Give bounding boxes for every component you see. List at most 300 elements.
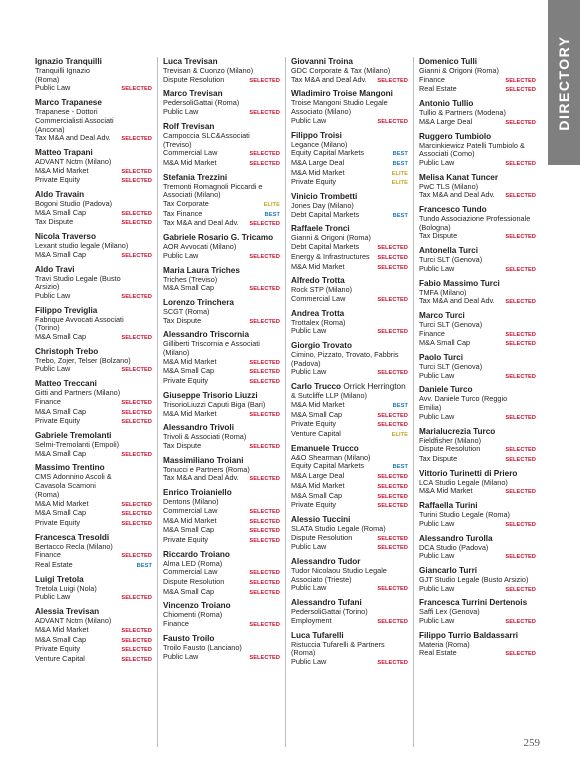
firm-line: Tullio & Partners (Modena) (419, 108, 506, 118)
practice-area: Tax Dispute (163, 316, 202, 325)
firm-line: (Treviso) (163, 139, 192, 149)
practice-area: M&A Small Cap (35, 509, 87, 518)
practice-area: Debt Capital Markets (291, 210, 360, 219)
practice-area-row (163, 219, 280, 229)
practice-area: M&A Small Cap (291, 491, 343, 500)
lawyer-name-text: Luca Tufarelli (291, 630, 344, 640)
practice-area-row (35, 645, 152, 655)
lawyer-name-text: Filippo Troisi (291, 130, 342, 140)
grade-badge: SELECTED (121, 136, 152, 143)
practice-area: Dispute Resolution (163, 75, 225, 84)
directory-entry (419, 132, 536, 169)
practice-area: Tax M&A and Deal Adv. (291, 75, 367, 84)
lawyer-name-text: Vittorio Turinetti di Priero (419, 468, 518, 478)
practice-area-row (291, 420, 408, 430)
grade-badge: SELECTED (377, 254, 408, 261)
lawyer-name-text: Melisa Kanat Tuncer (419, 172, 499, 182)
firm-line: Associato (Milano) (291, 107, 352, 117)
firm-line: A&O Shearman (Milano) (291, 452, 371, 462)
firm-line: Cavasola Scamoni (35, 481, 96, 491)
practice-area: M&A Small Cap (35, 635, 87, 644)
grade-badge: SELECTED (121, 252, 152, 259)
directory-entry (291, 598, 408, 626)
section-title: DIRECTORY (556, 34, 572, 131)
firm-line: Tudor Nicolaou Studio Legale (291, 566, 387, 576)
firm-line: Campoccia SLC&Associati (163, 130, 250, 140)
grade-badge: SELECTED (121, 210, 152, 217)
practice-area: M&A Mid Market (35, 166, 89, 175)
grade-badge: SELECTED (249, 151, 280, 158)
directory-entry (163, 233, 280, 261)
grade-badge: SELECTED (249, 160, 280, 167)
practice-area-row (35, 134, 152, 144)
practice-area-row (35, 655, 152, 665)
practice-area-row (291, 462, 408, 472)
grade-badge: SELECTED (377, 422, 408, 429)
directory-entry (291, 557, 408, 594)
firm-line: Trapanese - Dottori (35, 107, 98, 117)
lawyer-name-text: Alessandro Tufani (291, 598, 362, 608)
directory-entry (419, 57, 536, 95)
grade-badge: SELECTED (121, 637, 152, 644)
firm-line: Dentons (Milano) (163, 497, 219, 507)
firm-line: Commercialisti Associati (35, 115, 114, 125)
lawyer-name-text: Marialucrezia Turco (419, 426, 496, 436)
grade-badge: SELECTED (249, 318, 280, 325)
grade-badge: SELECTED (121, 501, 152, 508)
firm-line: Troise Mangoni Studio Legale (291, 98, 388, 108)
lawyer-name-text: Ruggero Tumbiolo (419, 131, 492, 141)
grade-badge: SELECTED (505, 489, 536, 496)
firm-line: Fieldfisher (Milano) (419, 435, 482, 445)
lawyer-name-text: Francesca Tresoldi (35, 532, 110, 542)
grade-badge: SELECTED (121, 656, 152, 663)
firm-line: Associati (Como) (419, 149, 475, 159)
grade-badge: SELECTED (377, 474, 408, 481)
practice-area-row (35, 365, 152, 375)
lawyer-name-text: Fabio Massimo Turci (419, 278, 500, 288)
practice-area-row (163, 210, 280, 220)
grade-badge: ELITE (391, 431, 408, 438)
practice-area: Public Law (291, 368, 327, 377)
practice-area-row (419, 191, 536, 201)
firm-line: Cimino, Pizzato, Trovato, Fabbris (291, 350, 399, 360)
practice-area-row (163, 507, 280, 517)
practice-area-row (419, 118, 536, 128)
grade-badge: SELECTED (249, 110, 280, 117)
lawyer-name-text: Wladimiro Troise Mangoni (291, 89, 393, 99)
practice-area-row (291, 492, 408, 502)
column-divider (413, 57, 414, 747)
lawyer-name-text: Alessio Tuccini (291, 514, 351, 524)
grade-badge: SELECTED (249, 411, 280, 418)
practice-area: Commercial Law (163, 568, 218, 577)
directory-entry (291, 89, 408, 126)
lawyer-name-text: Raffaele Tronci (291, 224, 350, 234)
practice-area-row (291, 617, 408, 627)
practice-area-row (35, 209, 152, 219)
practice-area: Commercial Law (163, 149, 218, 158)
practice-area-row (35, 450, 152, 460)
grade-badge: SELECTED (121, 168, 152, 175)
grade-badge: SELECTED (505, 160, 536, 167)
practice-area-row (35, 218, 152, 228)
practice-area: Public Law (419, 519, 455, 528)
practice-area: Debt Capital Markets (291, 243, 360, 252)
directory-entry (163, 391, 280, 419)
firm-line: Tretola Luigi (Nola) (35, 583, 97, 593)
practice-area: Private Equity (35, 176, 81, 185)
practice-area: M&A Mid Market (163, 158, 217, 167)
grade-badge: SELECTED (249, 359, 280, 366)
practice-area: Tax Dispute (419, 454, 458, 463)
practice-area: Private Equity (291, 501, 337, 510)
grade-badge: SELECTED (505, 234, 536, 241)
lawyer-name-text: Giovanni Troina (291, 57, 353, 66)
practice-area-row (291, 658, 408, 668)
lawyer-name-text: Matteo Treccani (35, 379, 97, 389)
practice-area-row (419, 649, 536, 659)
directory-entry (419, 566, 536, 594)
practice-area-row (291, 243, 408, 253)
firm-line: Marcinkiewicz Patelli Tumbiolo & (419, 140, 525, 150)
grade-badge: SELECTED (121, 553, 152, 560)
practice-area: Public Law (163, 108, 199, 117)
practice-area: M&A Small Cap (35, 250, 87, 259)
practice-area-row (419, 413, 536, 423)
practice-area-row (163, 578, 280, 588)
grade-badge: SELECTED (377, 245, 408, 252)
firm-line: Trevisan & Cuonzo (Milano) (163, 66, 254, 75)
firm-line: DCA Studio (Padova) (419, 542, 489, 552)
grade-badge: BEST (392, 151, 408, 158)
grade-badge: SELECTED (121, 409, 152, 416)
practice-area: M&A Mid Market (291, 168, 345, 177)
grade-badge: SELECTED (505, 331, 536, 338)
grade-badge: SELECTED (121, 86, 152, 93)
grade-badge: SELECTED (505, 651, 536, 658)
lawyer-name-text: Matteo Trapani (35, 147, 93, 157)
firm-line: Legance (Milano) (291, 139, 348, 149)
practice-area: M&A Small Cap (163, 587, 215, 596)
practice-area: M&A Mid Market (291, 262, 345, 271)
practice-area: Public Law (35, 84, 71, 93)
lawyer-name (419, 534, 536, 544)
practice-area: Tax Dispute (35, 218, 74, 227)
firm-line: PedersoliGattai (Torino) (291, 607, 368, 617)
lawyer-name-text: Alessandro Triscornia (163, 330, 250, 340)
practice-area-row (291, 327, 408, 337)
practice-area-row (163, 620, 280, 630)
practice-area-row (35, 500, 152, 510)
lawyer-name-text: Francesco Tundo (419, 205, 487, 215)
practice-area-row (291, 76, 408, 86)
grade-badge: SELECTED (505, 554, 536, 561)
practice-area: M&A Mid Market (291, 481, 345, 490)
grade-badge: SELECTED (377, 493, 408, 500)
practice-area-row (419, 159, 536, 169)
firm-line: Gianni & Origoni (Roma) (291, 233, 371, 243)
directory-entry (291, 131, 408, 189)
practice-area: Finance (163, 620, 189, 629)
firm-line: PwC TLS (Milano) (419, 181, 479, 191)
grade-badge: SELECTED (249, 622, 280, 629)
directory-column (419, 57, 536, 663)
practice-area: Private Equity (163, 377, 209, 386)
grade-badge: SELECTED (121, 595, 152, 602)
practice-area: M&A Small Cap (163, 284, 215, 293)
firm-line: Fabrique Avvocati Associati (35, 314, 124, 324)
practice-area-row (35, 509, 152, 519)
firm-line: SCGT (Roma) (163, 306, 210, 316)
directory-entry (35, 148, 152, 186)
grade-badge: SELECTED (121, 419, 152, 426)
grade-badge: SELECTED (505, 266, 536, 273)
grade-badge: SELECTED (377, 483, 408, 490)
lawyer-name-text: Alessandro Trivoli (163, 423, 234, 433)
lawyer-name-text: Christoph Trebo (35, 346, 99, 356)
directory-entry (419, 246, 536, 274)
firm-line: Selmi-Tremolanti (Empoli) (35, 439, 120, 449)
practice-area: Tax M&A and Deal Adv. (419, 191, 495, 200)
practice-area-row (419, 487, 536, 497)
grade-badge: SELECTED (505, 447, 536, 454)
firm-line: Emilia) (419, 403, 442, 413)
practice-area: Finance (35, 551, 61, 560)
practice-area: Commercial Law (163, 506, 218, 515)
lawyer-name-text: Gabriele Tremolanti (35, 430, 112, 440)
practice-area-row (163, 284, 280, 294)
directory-entry (419, 534, 536, 562)
practice-area: Public Law (419, 552, 455, 561)
grade-badge: SELECTED (505, 119, 536, 126)
practice-area: Real Estate (35, 561, 73, 570)
practice-area-row (419, 585, 536, 595)
practice-area: M&A Mid Market (163, 409, 217, 418)
directory-entry (163, 423, 280, 451)
firm-line: Trivoli & Associati (Roma) (163, 432, 247, 442)
grade-badge: SELECTED (505, 373, 536, 380)
lawyer-name-text: Domenico Tulli (419, 57, 478, 66)
practice-area: Finance (419, 75, 445, 84)
practice-area: Dispute Resolution (419, 445, 481, 454)
grade-badge: BEST (264, 211, 280, 218)
directory-entry (419, 311, 536, 349)
practice-area: Real Estate (419, 85, 457, 94)
firm-line: Turini Studio Legale (Roma) (419, 510, 510, 520)
firm-line: Trebo, Zojer, Telser (Bolzano) (35, 355, 131, 365)
directory-entry (35, 463, 152, 528)
practice-area-row (163, 149, 280, 159)
directory-entry (291, 192, 408, 220)
grade-badge: SELECTED (377, 659, 408, 666)
practice-area-row (163, 536, 280, 546)
grade-badge: SELECTED (249, 518, 280, 525)
practice-area-row (163, 367, 280, 377)
practice-area: Public Law (419, 584, 455, 593)
lawyer-name-text: Enrico Troianiello (163, 488, 232, 498)
lawyer-name-text: Lorenzo Trinchera (163, 297, 234, 307)
practice-area-row (419, 372, 536, 382)
page-number: 259 (523, 737, 540, 749)
firm-line: (Bologna) (419, 222, 451, 232)
firm-line: Tundo Associazione Professionale (419, 214, 531, 224)
firm-line: LCA Studio Legale (Milano) (419, 477, 508, 487)
firm-line: ADVANT Nctm (Milano) (35, 156, 112, 166)
grade-badge: SELECTED (505, 521, 536, 528)
firm-line: (Roma) (35, 74, 60, 84)
practice-area: Commercial Law (291, 294, 346, 303)
lawyer-name-text: Filippo Turrio Baldassarri (419, 630, 519, 640)
lawyer-name-text: Alessandro Turolla (419, 533, 493, 543)
practice-area-row (35, 593, 152, 603)
practice-area-row (419, 520, 536, 530)
directory-entry (163, 57, 280, 85)
lawyer-name-text: Giorgio Trovato (291, 341, 352, 351)
practice-area: Dispute Resolution (291, 533, 353, 542)
practice-area-row (163, 653, 280, 663)
lawyer-name-text: Fausto Troilo (163, 633, 215, 643)
firm-line: CMS Adonnino Ascoli & (35, 472, 112, 482)
firm-line: & Sutcliffe LLP (Milano) (291, 391, 367, 401)
grade-badge: SELECTED (249, 221, 280, 228)
practice-area: Private Equity (291, 178, 337, 187)
practice-area: Private Equity (35, 417, 81, 426)
practice-area: M&A Mid Market (419, 487, 473, 496)
practice-area-row (163, 358, 280, 368)
firm-line: Lexant studio legale (Milano) (35, 241, 129, 251)
practice-area: Tax Finance (163, 209, 203, 218)
directory-entry (163, 266, 280, 294)
practice-area-row (291, 534, 408, 544)
firm-line: Troilo Fausto (Lanciano) (163, 642, 242, 652)
practice-area: Private Equity (35, 645, 81, 654)
firm-line: (Padova) (291, 358, 321, 368)
firm-line: Gilliberti Triscornia e Associati (163, 339, 260, 349)
grade-badge: SELECTED (505, 414, 536, 421)
grade-badge: SELECTED (377, 586, 408, 593)
practice-area-row (163, 200, 280, 210)
lawyer-name-text: Marco Trapanese (35, 98, 102, 108)
practice-area-row (291, 159, 408, 169)
practice-area: Public Law (419, 158, 455, 167)
practice-area: Public Law (291, 584, 327, 593)
directory-entry (163, 488, 280, 546)
firm-line: (Ancona) (35, 124, 65, 134)
section-tab (548, 0, 580, 165)
directory-entry (419, 99, 536, 127)
lawyer-name-text: Gabriele Rosario G. Tricamo (163, 233, 274, 243)
firm-line: Bertacco Recla (Milano) (35, 541, 113, 551)
practice-area: Venture Capital (291, 429, 341, 438)
practice-area: M&A Small Cap (291, 410, 343, 419)
practice-area: M&A Small Cap (35, 407, 87, 416)
practice-area: M&A Mid Market (163, 357, 217, 366)
practice-area: M&A Mid Market (35, 625, 89, 634)
directory-entry (163, 456, 280, 484)
directory-entry (35, 265, 152, 302)
grade-badge: SELECTED (377, 296, 408, 303)
practice-area: M&A Large Deal (291, 158, 345, 167)
firm-line: Arsizio) (35, 282, 60, 292)
firm-line: Bogoni Studio (Padova) (35, 199, 113, 209)
firm-line: AOR Avvocati (Milano) (163, 242, 237, 252)
grade-badge: SELECTED (121, 220, 152, 227)
practice-area: Public Law (35, 291, 71, 300)
grade-badge: SELECTED (121, 511, 152, 518)
directory-entry (163, 550, 280, 598)
lawyer-name-text: Massimiliano Troiani (163, 455, 244, 465)
practice-area: M&A Small Cap (35, 449, 87, 458)
lawyer-name-text: Massimo Trentino (35, 463, 105, 473)
directory-entry (419, 631, 536, 659)
practice-area: Tax M&A and Deal Adv. (163, 474, 239, 483)
firm-line: Gitti and Partners (Milano) (35, 388, 121, 398)
lawyer-name-text: Marco Trevisan (163, 89, 223, 99)
practice-area-row (163, 517, 280, 527)
lawyer-name-text: Daniele Turco (419, 385, 473, 395)
practice-area: Public Law (291, 543, 327, 552)
grade-badge: SELECTED (121, 293, 152, 300)
practice-area: Private Equity (291, 420, 337, 429)
directory-entry (35, 98, 152, 144)
firm-line: Associato (Trieste) (291, 574, 352, 584)
lawyer-name-text: Paolo Turci (419, 353, 463, 363)
firm-line: Turci SLT (Genova) (419, 255, 483, 265)
practice-area-row (419, 455, 536, 465)
practice-area: Tax M&A and Deal Adv. (163, 219, 239, 228)
grade-badge: SELECTED (377, 264, 408, 271)
firm-line: ADVANT Nctm (Milano) (35, 616, 112, 626)
lawyer-name-text: Maria Laura Triches (163, 265, 240, 275)
lawyer-name-text: Francesca Turrini Dertenois (419, 598, 528, 608)
practice-area-row (163, 76, 280, 86)
practice-area-row (35, 417, 152, 427)
practice-area: Dispute Resolution (163, 578, 225, 587)
practice-area-row (291, 149, 408, 159)
directory-entry (419, 598, 536, 626)
lawyer-name-text: Antonella Turci (419, 246, 478, 256)
directory-entry (35, 232, 152, 260)
firm-line: (Milano) (163, 348, 190, 358)
practice-area-row (419, 445, 536, 455)
grade-badge: SELECTED (249, 253, 280, 260)
firm-line: Gianni & Origoni (Roma) (419, 66, 499, 75)
firm-line: Tranquilli Ignazio (35, 66, 90, 75)
lawyer-name-text: Filippo Treviglia (35, 305, 98, 315)
directory-entry (35, 607, 152, 665)
practice-area: Public Law (419, 371, 455, 380)
firm-line: Turci SLT (Genova) (419, 362, 483, 372)
lawyer-name-text: Ignazio Tranquilli (35, 57, 102, 66)
firm-line: Chiomenti (Roma) (163, 610, 223, 620)
grade-badge: SELECTED (377, 412, 408, 419)
practice-area: Private Equity (35, 518, 81, 527)
firm-line: Materia (Roma) (419, 639, 470, 649)
firm-line: Jones Day (Milano) (291, 201, 354, 211)
practice-area-row (35, 167, 152, 177)
directory-entry (419, 353, 536, 381)
directory-entry (419, 427, 536, 465)
grade-badge: ELITE (391, 170, 408, 177)
grade-badge: SELECTED (249, 286, 280, 293)
grade-badge: SELECTED (121, 399, 152, 406)
practice-area: Public Law (35, 365, 71, 374)
practice-area-row (35, 636, 152, 646)
directory-entry (291, 515, 408, 553)
grade-badge: SELECTED (505, 193, 536, 200)
practice-area: Public Law (163, 251, 199, 260)
